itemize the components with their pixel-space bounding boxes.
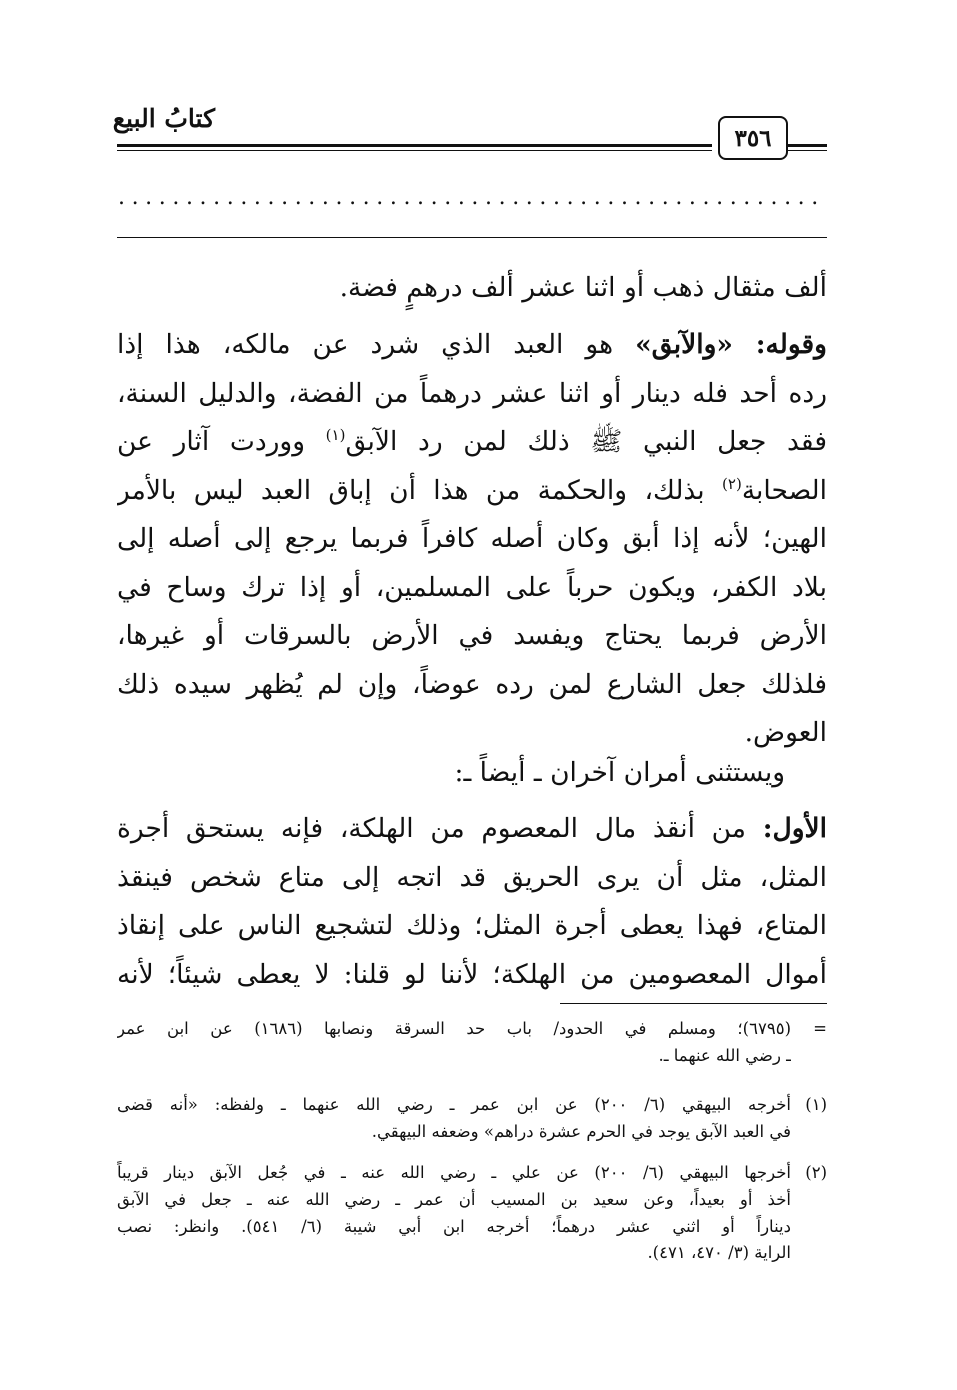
footnote-1 (117, 1092, 827, 1146)
paragraph-first (117, 805, 827, 999)
text-line: أموال المعصومين من الهلكة؛ لأننا لو قلنا: لا يعطى شيئاً؛ لأنه (117, 958, 827, 990)
header-rule-thin (117, 150, 712, 151)
bold-lead: وقوله: «والآبق» (635, 329, 827, 360)
footnote-line: أخرجها البيهقي (٦/ ٢٠٠) عن علي ـ رضي الله عنه ـ في جُعل الآبق دينار قريباً (117, 1163, 791, 1182)
footnote-line: الراية (٣/ ٤٧٠، ٤٧١). (647, 1243, 791, 1263)
header-rule (117, 144, 712, 147)
paragraph-exceptions (117, 749, 827, 798)
page-number-box (718, 116, 788, 160)
footnote-ref[interactable]: (٢) (722, 474, 742, 493)
text-line: الهين؛ لأنه إذا أبق وكان أصله كافراً فربما يرجع إلى أصله إلى (117, 523, 827, 554)
footnote-line: أخرجه البيهقي (٦/ ٢٠٠) عن ابن عمر ـ رضي الله عنهما ـ ولفظه: «أنه قضى (117, 1095, 791, 1114)
footnote-ref[interactable]: (١) (325, 426, 346, 444)
text-line: رده أحد فله دينار أو اثنا عشر درهماً من الفضة، والدليل السنة، (117, 377, 827, 409)
footnote-2 (117, 1160, 827, 1267)
header-rule-right (785, 144, 827, 147)
text-line: الصحابة$^{(٢)}$ بذلك، والحكمة من هذا أن إباق العبد ليس بالأمر (117, 474, 827, 506)
footnote-line: أخذ أو بعيداً، وعن سعيد بن المسيب أن عمر ـ رضي الله عنه ـ جعل في الآبق (117, 1189, 791, 1209)
bold-lead: الأول: (762, 813, 827, 844)
header-rule-right-thin (785, 150, 827, 151)
text-line: بلاد الكفر، ويكون حرباً على المسلمين، أو إذا ترك وساح في (117, 571, 827, 603)
footnote-line: ديناراً أو اثني عشر درهماً؛ أخرجه ابن أبي شيبة (٦/ ٥٤١). وانظر: نصب (117, 1216, 791, 1236)
footnote-mark: (٢) (805, 1163, 827, 1182)
text-line: المثل، مثل أن يرى الحريق قد اتجه إلى متاع شخص فينقذ (117, 861, 827, 893)
dotted-separator: .................................................... (118, 188, 825, 208)
text-line: المتاع، فهذا يعطى أجرة المثل؛ وذلك لتشجيع الناس على إنقاذ (117, 910, 827, 941)
footnote-line: (٦٧٩٥)؛ ومسلم في الحدود/ باب حد السرقة ونصابها (١٦٨٦) عن ابن عمر (117, 1019, 791, 1038)
footnote-line: ـ رضي الله عنهما ـ. (658, 1045, 791, 1065)
text-line: ألف مثقال ذهب أو اثنا عشر ألف درهمٍ فضة. (339, 272, 827, 303)
paragraph-abiq (117, 321, 827, 758)
footnote-separator (560, 1003, 827, 1004)
content-rule (117, 237, 827, 238)
text-line: ويستثنى أمران آخران ـ أيضاً ـ: (454, 757, 785, 788)
footnote-line: في العبد الآبق يوجد في الحرم عشرة دراهم» وضعفه البيهقي. (371, 1121, 791, 1141)
main-text (117, 264, 827, 313)
text-line: الأرض فربما يحتاج ويفسد في الأرض بالسرقات أو غيرها، (117, 620, 827, 651)
page-number: ٣٥٦ (734, 124, 772, 152)
text-line: الأول: من أنقذ مال المعصوم من الهلكة، فإنه يستحق أجرة (117, 813, 827, 844)
text-line: العوض. (744, 717, 827, 748)
running-header-title: كتابُ البيع (112, 104, 215, 133)
text-line: فقد جعل النبي ﷺ ذلك لمن رد الآبق$^{(١)}$ ووردت آثار عن (117, 426, 827, 457)
footnote-continued (117, 1016, 827, 1070)
footnote-mark: = (813, 1019, 827, 1038)
text-line: فلذلك جعل الشارع لمن رده عوضاً، وإن لم يُظهر سيده ذلك (117, 668, 827, 700)
text-line: وقوله: «والآبق» هو العبد الذي شرد عن مالكه، هذا إذا (117, 329, 827, 360)
footnote-mark: (١) (805, 1095, 827, 1114)
